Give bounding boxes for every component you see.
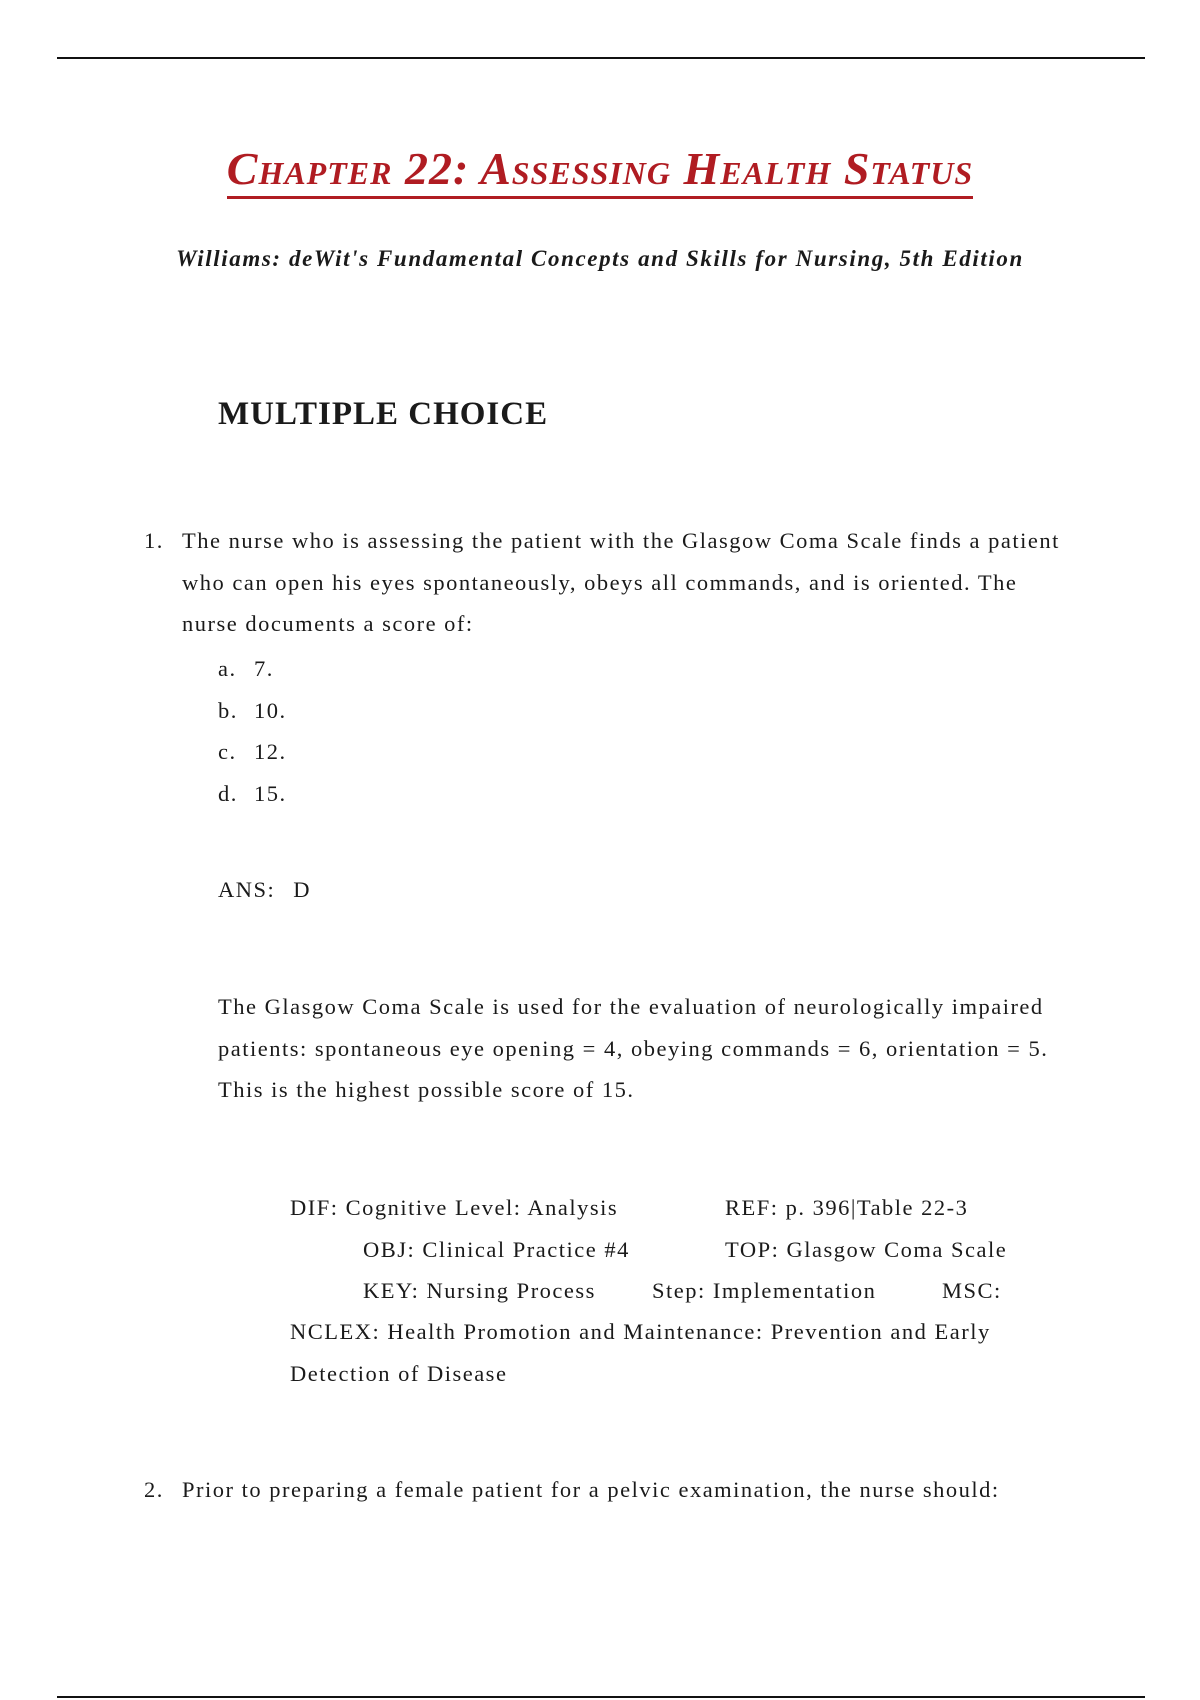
answer-line (218, 869, 311, 911)
meta-key: KEY: Nursing Process (363, 1278, 596, 1303)
option-c (218, 731, 287, 773)
meta-objective: OBJ: Clinical Practice #4 (363, 1237, 630, 1262)
option-b (218, 690, 287, 732)
question-number: 2. (144, 1477, 164, 1502)
meta-nclex: NCLEX: Health Promotion and Maintenance: Prevention and Early Detection of Disease (290, 1319, 991, 1386)
rationale: The Glasgow Coma Scale is used for the evaluation of neurologically impaired patients: spontaneous eye opening = 4, obeying commands = 6, orientation = 5. This is the highest possible score of 15. (218, 994, 1049, 1102)
option-text: 7. (254, 656, 274, 681)
bottom-rule (57, 1696, 1145, 1698)
meta-step: Step: Implementation (652, 1278, 877, 1303)
option-letter: a. (218, 656, 237, 681)
answer-options (218, 648, 287, 814)
option-letter: b. (218, 697, 238, 723)
option-text: 15. (254, 780, 287, 806)
meta-reference: REF: p. 396|Table 22-3 (725, 1195, 969, 1220)
answer-label: ANS: (218, 877, 276, 902)
option-a (218, 648, 287, 690)
book-title: Williams: deWit's Fundamental Concepts and Skills for Nursing, 5th Edition (176, 246, 1024, 271)
answer-value: D (293, 877, 312, 902)
question-1 (144, 520, 1064, 645)
option-text: 12. (254, 739, 287, 764)
question-number: 1. (144, 528, 164, 553)
option-letter: d. (218, 780, 238, 806)
section-heading: MULTIPLE CHOICE (218, 396, 549, 432)
option-letter: c. (218, 739, 237, 764)
chapter-title: Chapter 22: Assessing Health Status (0, 146, 1200, 192)
top-rule (57, 57, 1145, 59)
question-stem: Prior to preparing a female patient for a pelvic examination, the nurse should: (182, 1477, 1000, 1502)
question-2 (144, 1469, 1064, 1511)
option-text: 10. (254, 697, 287, 723)
meta-msc: MSC: (942, 1278, 1002, 1303)
question-stem: The nurse who is assessing the patient with the Glasgow Coma Scale finds a patient who can open his eyes spontaneously, obeys all commands, and is oriented. The nurse documents a score of: (182, 528, 1060, 636)
option-d (218, 773, 287, 815)
meta-topic: TOP: Glasgow Coma Scale (725, 1237, 1008, 1262)
meta-difficulty: DIF: Cognitive Level: Analysis (290, 1195, 619, 1220)
